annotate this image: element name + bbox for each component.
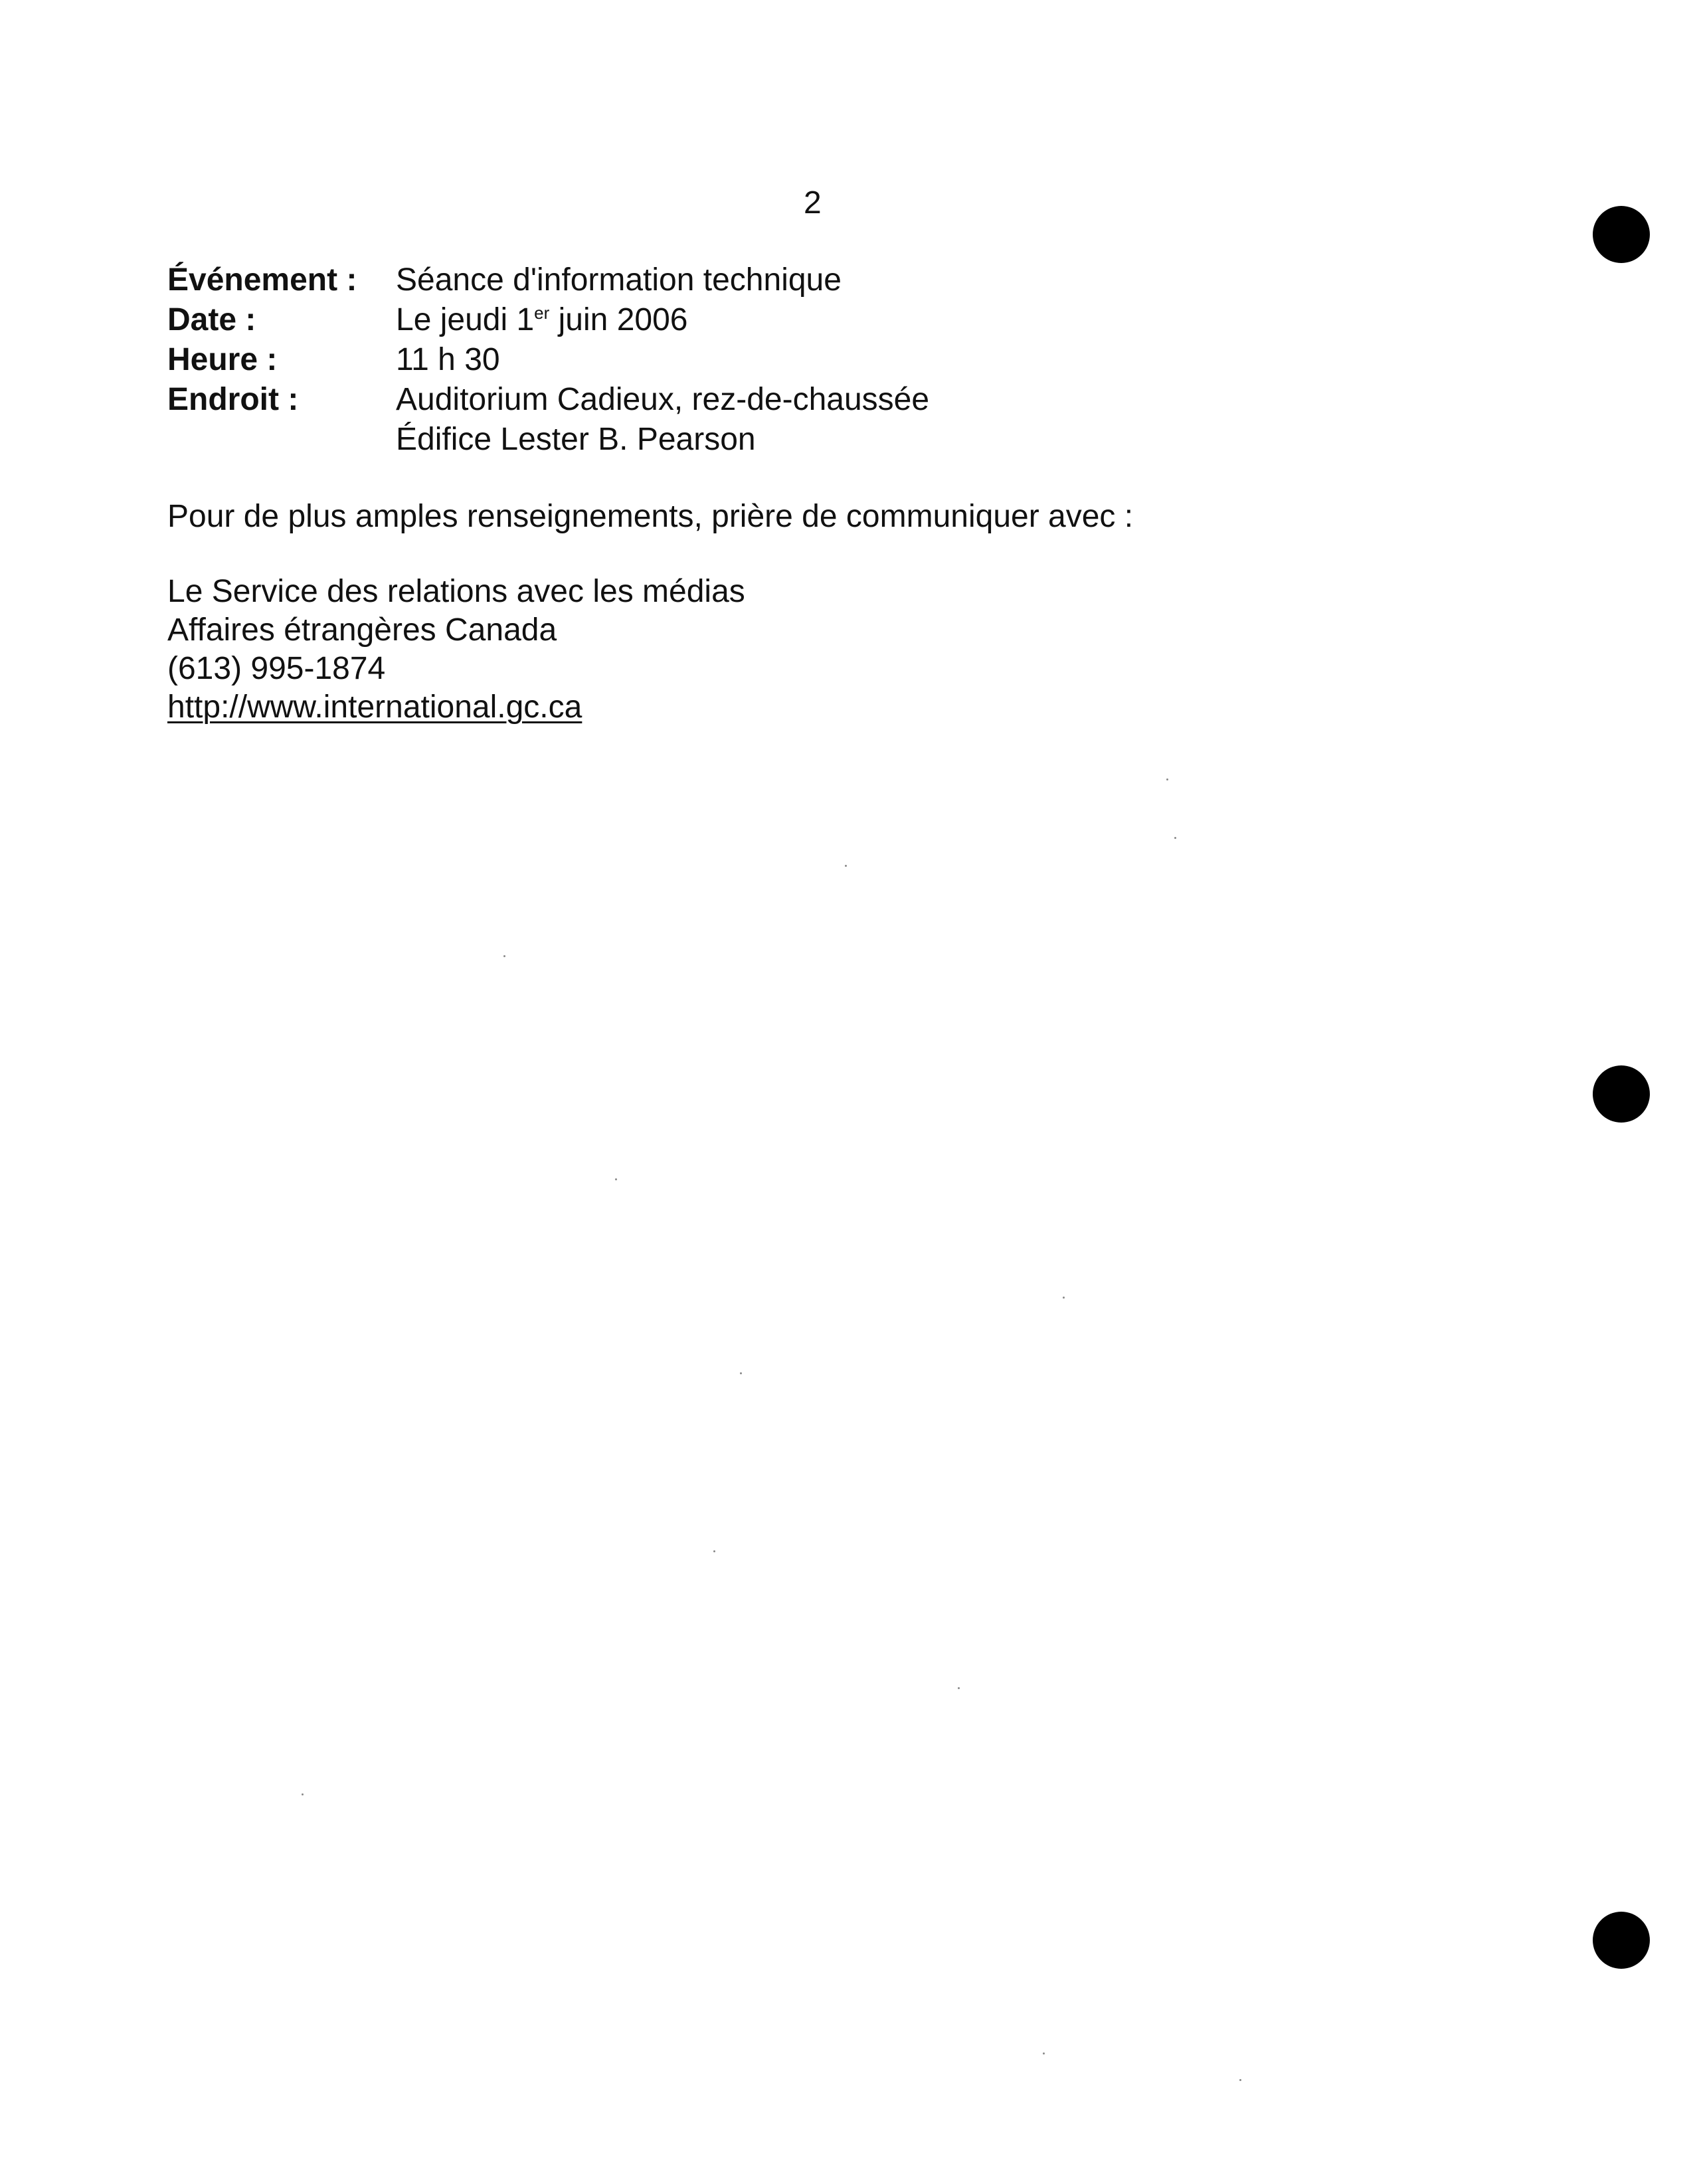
time-row [167, 340, 929, 380]
date-value-suffix: juin 2006 [549, 302, 688, 337]
scan-speck [1043, 2052, 1045, 2054]
time-label: Heure : [167, 342, 278, 377]
contact-department: Affaires étrangères Canada [167, 612, 557, 648]
contact-service: Le Service des relations avec les médias [167, 574, 745, 609]
scan-speck [503, 955, 505, 957]
location-line-2: Édifice Lester B. Pearson [396, 422, 756, 457]
location-label: Endroit : [167, 382, 299, 417]
event-label: Événement : [167, 262, 357, 298]
scan-speck [740, 1372, 742, 1374]
date-label: Date : [167, 302, 256, 337]
event-value: Séance d'information technique [396, 262, 842, 298]
scan-speck [845, 865, 847, 867]
date-value-prefix: Le jeudi 1 [396, 302, 535, 337]
contact-website-link[interactable]: http://www.international.gc.ca [167, 689, 582, 725]
date-value [396, 300, 687, 340]
scan-speck [1239, 2079, 1241, 2081]
punch-hole-middle [1593, 1065, 1650, 1123]
date-row [167, 300, 929, 340]
contact-block [167, 573, 745, 727]
date-value-superscript: er [534, 303, 550, 323]
location-line-1: Auditorium Cadieux, rez-de-chaussée [396, 382, 930, 417]
location-value [396, 380, 929, 460]
scan-speck [958, 1687, 960, 1689]
scan-speck [1174, 837, 1176, 839]
location-row [167, 380, 929, 460]
page-number: 2 [804, 185, 822, 221]
event-row [167, 260, 929, 300]
scan-speck [713, 1550, 715, 1552]
punch-hole-bottom [1593, 1912, 1650, 1969]
event-details [167, 260, 929, 460]
scan-speck [1166, 778, 1168, 780]
punch-hole-top [1593, 206, 1650, 263]
contact-phone: (613) 995-1874 [167, 651, 386, 686]
scan-speck [1063, 1297, 1065, 1299]
scan-speck [302, 1793, 304, 1795]
info-paragraph: Pour de plus amples renseignements, prière de communiquer avec : [167, 499, 1134, 534]
scan-speck [615, 1178, 617, 1180]
time-value: 11 h 30 [396, 342, 500, 377]
